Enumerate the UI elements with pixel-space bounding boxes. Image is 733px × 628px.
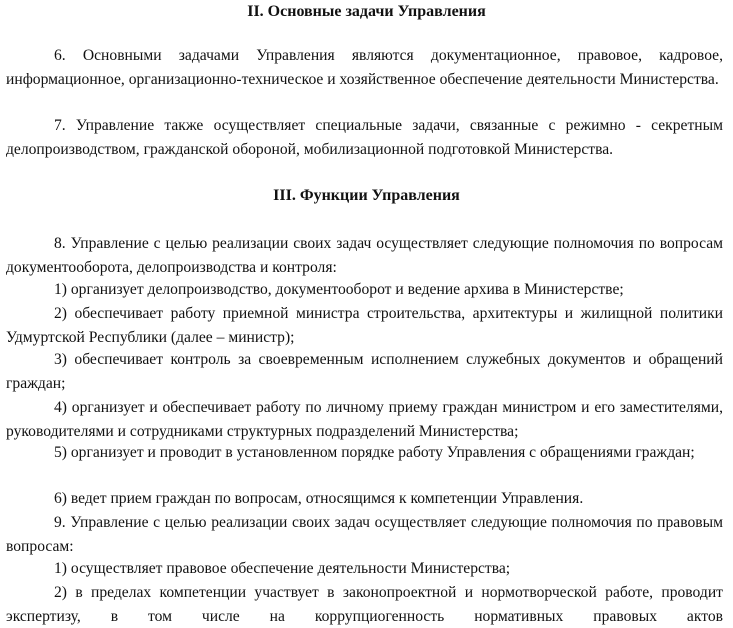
section-2-heading: II. Основные задачи Управления [247,3,486,20]
paragraph-8-item-3: 3) обеспечивает контроль за своевременным исполнением служебных документов и обращений граждан; [6,351,723,392]
paragraph-9-item-2: 2) в пределах компетенции участвует в законопроектной и нормотворческой работе, проводит экспертизу, в том числе на коррупциогенность нормативных правовых актов [6,584,723,625]
paragraph-9: 9. Управление с целью реализации своих задач осуществляет следующие полномочия по правовым вопросам: [6,514,723,555]
paragraph-7: 7. Управление также осуществляет специальные задачи, связанные с режимно - секретным делопроизводством, гражданской обороной, мобилизационной подготовкой Министерства. [6,117,723,158]
paragraph-8-item-6: 6) ведет прием граждан по вопросам, относящимся к компетенции Управления. [54,490,584,507]
paragraph-8: 8. Управление с целью реализации своих задач осуществляет следующие полномочия по вопросам документооборота, делопроизводства и контроля: [6,235,723,276]
paragraph-6: 6. Основными задачами Управления являются документационное, правовое, кадровое, информационное, организационно-техническое и хозяйственное обеспечение деятельности Министерства. [6,47,723,88]
paragraph-9-item-1: 1) осуществляет правовое обеспечение деятельности Министерства; [54,560,511,577]
paragraph-8-item-1: 1) организует делопроизводство, документооборот и ведение архива в Министерстве; [54,281,624,298]
paragraph-8-item-4: 4) организует и обеспечивает работу по личному приему граждан министром и его заместителями, руководителями и сотрудниками структурных подразделений Министерства; [6,399,723,440]
section-3-heading: III. Функции Управления [273,187,460,204]
paragraph-8-item-2: 2) обеспечивает работу приемной министра строительства, архитектуры и жилищной политики Удмуртской Республики (далее – министр); [6,305,723,346]
paragraph-8-item-5: 5) организует и проводит в установленном порядке работу Управления с обращениями граждан; [54,444,695,461]
